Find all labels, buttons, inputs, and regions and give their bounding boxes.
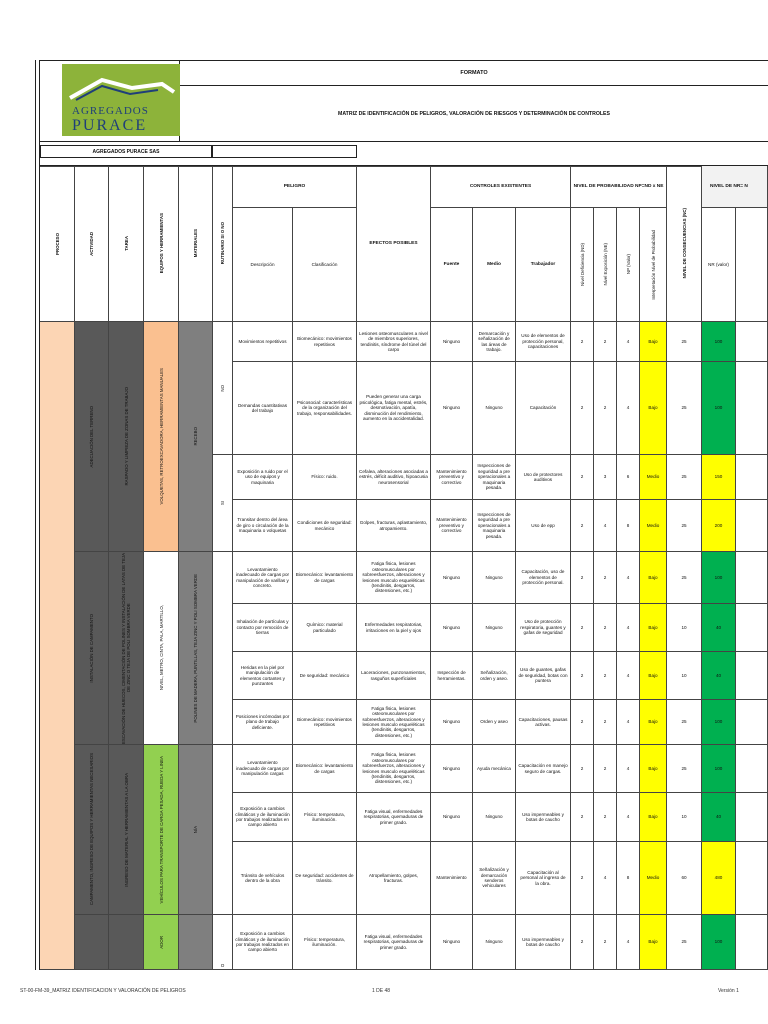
row-6-nr-extra (736, 604, 768, 652)
row-5-efec: Fatiga física, lesiones osteomusculares por sobreesfuerzos, alteraciones y lesiones musculo esqueléticas (tendinitis, desgarros, distensiones, etc.) (357, 552, 431, 604)
row-3-nd: 2 (571, 455, 594, 500)
frame-left (35, 60, 36, 970)
equipos-1-cell (144, 322, 179, 552)
row-9-nr: 100 (702, 745, 736, 793)
row-9-fuente: Ninguno (431, 745, 473, 793)
materiales-3: N/A (193, 825, 198, 834)
row-10-interp: Bajo (640, 793, 667, 842)
row-10-fuente: Ninguno (431, 793, 473, 842)
header-ne: Nivel Exposición (NE) (602, 243, 608, 286)
row-1-trab: Uso de elementos de protección personal, capacitaciones (516, 322, 571, 362)
row-8-desc: Posiciones incómodas por plano de trabajo deficiente. (233, 700, 293, 745)
header-equipos: EQUIPOS Y HERRAMIENTAS (158, 213, 164, 274)
row-1-medio: Demarcación y señalización de las áreas de trabajo. (473, 322, 516, 362)
row-2-fuente: Ninguno (431, 362, 473, 455)
materiales-2-cell (179, 552, 213, 745)
row-9-ne: 2 (594, 745, 617, 793)
company-logo (62, 64, 182, 138)
header-proceso: PROCESO (54, 232, 60, 255)
row-3-ne: 3 (594, 455, 617, 500)
row-6-nr: 40 (702, 604, 736, 652)
row-9-medio: Ayuda mecánica (473, 745, 516, 793)
header-nd: Nivel Deficiencia (ND) (579, 243, 585, 286)
row-5-fuente: Ninguno (431, 552, 473, 604)
materiales-3-cell (179, 745, 213, 915)
logo-cell (40, 60, 180, 142)
row-5-nc: 25 (667, 552, 702, 604)
footer-version: Versión 1 (718, 988, 739, 994)
row-11-nr: 480 (702, 842, 736, 915)
row-12-medio: Ninguno (473, 915, 516, 970)
rutina-3 (213, 745, 233, 915)
row-12-clas: Físico: temperatura, iluminación. (293, 915, 357, 970)
materiales-1: RECEBO (193, 427, 198, 446)
row-3-clas: Físico: ruido. (293, 455, 357, 500)
rutina-2 (213, 552, 233, 745)
row-9-trab: Capacitación en manejo seguro de cargas. (516, 745, 571, 793)
row-12-interp: Bajo (640, 915, 667, 970)
row-8-nr-extra (736, 700, 768, 745)
row-1-nr-extra (736, 322, 768, 362)
row-8-nd: 2 (571, 700, 594, 745)
row-8-nc: 25 (667, 700, 702, 745)
header-interpretacion-np-cell (640, 208, 667, 322)
footer-page: 1 DE 48 (372, 988, 391, 994)
header-materiales-cell (179, 166, 213, 322)
row-7-clas: De seguridad: mecánico (293, 652, 357, 700)
header-nr-valor: NR (valor) (702, 208, 736, 322)
row-7-trab: Uso de guantes, gafas de seguridad, botas con puntera (516, 652, 571, 700)
row-2-np: 4 (617, 362, 640, 455)
row-4-nd: 2 (571, 500, 594, 552)
row-7-interp: Bajo (640, 652, 667, 700)
row-4-nc: 25 (667, 500, 702, 552)
row-4-clas: Condiciones de seguridad: mecánico (293, 500, 357, 552)
row-11-nc: 60 (667, 842, 702, 915)
row-6-efec: Enfermedades respiratorias, irritaciones en la piel y ojos (357, 604, 431, 652)
header-np-cell (617, 208, 640, 322)
logo-text-2: PURACE (72, 117, 148, 134)
row-9-nc: 25 (667, 745, 702, 793)
header-tarea: TAREA (123, 236, 129, 251)
rutina-1b-cell (213, 455, 233, 552)
row-9-clas: Biomecánico: levantamiento de cargas (293, 745, 357, 793)
footer-code: ST-00-FM-39_MATRIZ IDENTIFICACION Y VALORACIÓN DE PELIGROS (20, 988, 186, 994)
tarea-1: RASPADO Y LIMPIEZA DE ZONAS DE TRABAJO (123, 387, 129, 486)
tarea-3: INGRESO DE MATERIAL Y HERRAMIENTAS A LA OBRA (123, 772, 129, 887)
row-8-trab: Capacitaciones, pausas activas. (516, 700, 571, 745)
row-3-fuente: Mantenimiento preventivo y correctivo (431, 455, 473, 500)
row-6-nd: 2 (571, 604, 594, 652)
equipos-2: NIVEL, METRO, CINTA, PALA, MARTILLO, (158, 605, 164, 691)
row-3-nc: 25 (667, 455, 702, 500)
header-np: NP (Valor) (625, 254, 631, 275)
header-efectos: EFECTOS POSIBLES (357, 166, 431, 322)
row-10-ne: 2 (594, 793, 617, 842)
row-12-desc: Exposición a cambios climáticos y de iluminación por trabajos realizados en campo abierto (233, 915, 293, 970)
row-1-clas: Biomecánico: movimientos repetitivos (293, 322, 357, 362)
row-1-nd: 2 (571, 322, 594, 362)
header-fuente: Fuente (431, 208, 473, 322)
row-10-np: 4 (617, 793, 640, 842)
actividad-1-cell (75, 322, 109, 552)
equipos-4-cell (144, 915, 179, 970)
row-11-medio: Señalización y demarcación senderos vehiculares (473, 842, 516, 915)
row-8-np: 4 (617, 700, 640, 745)
row-5-nr: 100 (702, 552, 736, 604)
row-1-nc: 25 (667, 322, 702, 362)
row-10-desc: Exposición a cambios climáticos y de iluminación por trabajos realizados en campo abierto (233, 793, 293, 842)
row-8-ne: 2 (594, 700, 617, 745)
rutina-4: O (213, 915, 233, 970)
row-4-fuente: Mantenimiento preventivo y correctivo (431, 500, 473, 552)
equipos-3: VEHÍCULOS PARA TRANSPORTE DE CARGA PESADA, RUEDA Y LINEA (158, 755, 164, 904)
row-4-efec: Golpes, fracturas, aplastamiento, atropamiento. (357, 500, 431, 552)
materiales-4-cell (179, 915, 213, 970)
materiales-1-cell (179, 322, 213, 552)
row-2-nr-extra (736, 362, 768, 455)
row-11-desc: Tránsito de vehículos dentro de la obra (233, 842, 293, 915)
row-9-desc: Levantamiento inadecuado de cargas por manipulación cargas (233, 745, 293, 793)
row-1-fuente: Ninguno (431, 322, 473, 362)
header-materiales: MATERIALES (193, 229, 198, 258)
row-1-np: 4 (617, 322, 640, 362)
header-descripcion: Descripción (233, 208, 293, 322)
row-5-trab: Capacitación, uso de elementos de protección personal. (516, 552, 571, 604)
row-4-desc: Transitar dentro del área de giro o circulación de la maquinaria o volquetas (233, 500, 293, 552)
row-6-medio: Ninguno (473, 604, 516, 652)
row-7-nr: 40 (702, 652, 736, 700)
row-7-medio: Señalización, orden y aseo. (473, 652, 516, 700)
row-6-fuente: Ninguno (431, 604, 473, 652)
row-3-efec: Cefalea, alteraciones asociadas a estrés, déficit auditivo, hipoacusia neurosensorial (357, 455, 431, 500)
row-8-interp: Bajo (640, 700, 667, 745)
row-7-np: 4 (617, 652, 640, 700)
header-rutinario-cell (213, 166, 233, 322)
row-10-clas: Físico: temperatura, iluminación. (293, 793, 357, 842)
matrix-title: MATRIZ DE IDENTIFICACIÓN DE PELIGROS, VALORACIÓN DE RIESGOS Y DETERMINACIÓN DE CONTROLES (338, 111, 610, 117)
row-12-nr: 100 (702, 915, 736, 970)
row-3-trab: Uso de protectores auditivos (516, 455, 571, 500)
row-12-nc: 25 (667, 915, 702, 970)
header-nivel-consecuencias: NIVEL DE CONSECUENCIAS (NC) (681, 208, 687, 279)
row-5-ne: 2 (594, 552, 617, 604)
row-1-nr: 100 (702, 322, 736, 362)
format-label: FORMATO (180, 60, 768, 86)
row-6-desc: Inhalación de partículas y contacto por remoción de tierras (233, 604, 293, 652)
header-actividad: ACTIVIDAD (89, 231, 94, 256)
row-11-trab: Capacitación al personal al ingreso de la obra. (516, 842, 571, 915)
row-2-desc: Demandas cuantitativas del trabajo (233, 362, 293, 455)
header-equipos-cell (144, 166, 179, 322)
row-2-nc: 25 (667, 362, 702, 455)
row-6-np: 4 (617, 604, 640, 652)
row-5-nr-extra (736, 552, 768, 604)
header-nivel-riesgo: NIVEL DE NR= N (702, 166, 768, 208)
row-3-interp: Medio (640, 455, 667, 500)
row-4-ne: 4 (594, 500, 617, 552)
row-12-trab: Uso impermeables y botas de caucho (516, 915, 571, 970)
row-11-nr-extra (736, 842, 768, 915)
row-11-np: 8 (617, 842, 640, 915)
header-nd-cell (571, 208, 594, 322)
row-7-desc: Heridas en la piel por manipulación de elementos cortantes y punzantes (233, 652, 293, 700)
header-rutinario: RUTINARIO SI O NO (220, 222, 225, 265)
row-3-np: 6 (617, 455, 640, 500)
row-1-desc: Movimientos repetitivos (233, 322, 293, 362)
tarea-1-cell (109, 322, 144, 552)
equipos-2-cell (144, 552, 179, 745)
header-nivel-consecuencias-cell (667, 166, 702, 322)
row-6-ne: 2 (594, 604, 617, 652)
row-3-nr: 150 (702, 455, 736, 500)
row-5-clas: Biomecánico: levantamiento de cargas (293, 552, 357, 604)
row-9-interp: Bajo (640, 745, 667, 793)
row-1-interp: Bajo (640, 322, 667, 362)
row-10-medio: Ninguno (473, 793, 516, 842)
row-9-nr-extra (736, 745, 768, 793)
row-8-efec: Fatiga física, lesiones osteomusculares por sobreesfuerzos, alteraciones y lesiones musculo esqueléticas (tendinitis, desgarros, distensiones, etc.) (357, 700, 431, 745)
row-4-np: 8 (617, 500, 640, 552)
header-controles: CONTROLES EXISTENTES (431, 166, 571, 208)
row-7-nr-extra (736, 652, 768, 700)
header-actividad-cell (75, 166, 109, 322)
row-6-trab: Uso de protección respiratoria, guantes y gafas de seguridad (516, 604, 571, 652)
row-9-np: 4 (617, 745, 640, 793)
tarea-2: ESCAVACIÓN DE HUECOS, CIMENTACIÓN DE POLINES Y INSTALACIÓN DE LATAS DE TEJA DE ZINC O TEJA DE POLI SOMBRA VERDE (121, 552, 131, 744)
row-12-nd: 2 (571, 915, 594, 970)
row-11-fuente: Mantenimiento (431, 842, 473, 915)
row-10-nr-extra (736, 793, 768, 842)
company-blank (212, 145, 357, 158)
actividad-3-cell (75, 745, 109, 915)
row-2-nd: 2 (571, 362, 594, 455)
company-name: AGREGADOS PURACE SAS (40, 145, 212, 158)
row-8-fuente: Ninguno (431, 700, 473, 745)
row-7-fuente: Inspección de herramientas. (431, 652, 473, 700)
rutina-1b: SI (220, 500, 225, 506)
row-11-interp: Medio (640, 842, 667, 915)
row-2-trab: Capacitación (516, 362, 571, 455)
rutina-1a: NO (220, 384, 225, 392)
row-11-efec: Atropellamiento, golpes, fracturas. (357, 842, 431, 915)
row-4-medio: Inspecciones de seguridad a pre operacionales a maquinaria pesada. (473, 500, 516, 552)
row-12-fuente: Ninguno (431, 915, 473, 970)
row-8-nr: 100 (702, 700, 736, 745)
row-4-nr: 200 (702, 500, 736, 552)
row-11-clas: De seguridad: accidentes de tránsito. (293, 842, 357, 915)
header-medio: Medio (473, 208, 516, 322)
header-trabajador: Trabajador (516, 208, 571, 322)
row-7-nd: 2 (571, 652, 594, 700)
actividad-2: INSTALACIÓN DE CAMPAMENTO (89, 613, 94, 683)
row-5-interp: Bajo (640, 552, 667, 604)
row-12-ne: 2 (594, 915, 617, 970)
row-12-np: 4 (617, 915, 640, 970)
proceso-fill (40, 322, 75, 970)
header-interpretacion-np: Interpretación Nivel de Probabilidad (650, 229, 656, 300)
row-2-nr: 100 (702, 362, 736, 455)
header-nivel-probabilidad: NIVEL DE PROBABILIDAD NP=ND x NE (571, 166, 667, 208)
tarea-3-cell (109, 745, 144, 915)
row-7-efec: Laceraciones, punzonamientos, rasguños superficiales (357, 652, 431, 700)
header-tarea-cell (109, 166, 144, 322)
equipos-3-cell (144, 745, 179, 915)
row-5-np: 4 (617, 552, 640, 604)
row-7-ne: 2 (594, 652, 617, 700)
row-2-clas: Psicosocial: características de la organización del trabajo, responsabilidades. (293, 362, 357, 455)
row-12-nr-extra (736, 915, 768, 970)
row-8-medio: Orden y aseo (473, 700, 516, 745)
row-6-interp: Bajo (640, 604, 667, 652)
row-11-ne: 4 (594, 842, 617, 915)
row-1-efec: Lesiones osteomusculares a nivel de miembros superiores, tendinitis, síndrome del túnel del carpo (357, 322, 431, 362)
row-12-efec: Fatiga visual, enfermedades respiratorias, quemaduras de primer grado. (357, 915, 431, 970)
equipos-1: VOLQUETAS, RETROEXCAVADORA, HERRAMIENTAS MANUALES (158, 368, 164, 505)
row-2-efec: Pueden generar una carga psicológica, fatiga mental, estrés, desmotivación, apatía, disminución del rendimiento, aumento en la accidentalidad. (357, 362, 431, 455)
header-nr-extra (736, 208, 768, 322)
row-10-nc: 10 (667, 793, 702, 842)
rutina-1a-cell (213, 322, 233, 455)
row-3-medio: Inspecciones de seguridad a pre operacionales a maquinaria pesada. (473, 455, 516, 500)
tarea-2-cell (109, 552, 144, 745)
logo-text-1: AGREGADOS (72, 105, 149, 117)
row-3-desc: Exposición a ruido por el uso de equipos y maquinaria (233, 455, 293, 500)
row-4-interp: Medio (640, 500, 667, 552)
row-3-nr-extra (736, 455, 768, 500)
row-10-nd: 2 (571, 793, 594, 842)
header-proceso-cell (40, 166, 75, 322)
actividad-4-cell (75, 915, 109, 970)
row-5-nd: 2 (571, 552, 594, 604)
actividad-3: CAMPAMENTO, INGRESO DE EQUIPOS Y HERRAMIENTAS NECESARIOS (89, 753, 94, 906)
actividad-2-cell (75, 552, 109, 745)
actividad-1: ADECUACIÓN DEL TERRENO (89, 405, 94, 468)
row-2-interp: Bajo (640, 362, 667, 455)
row-9-efec: Fatiga física, lesiones osteomusculares por sobreesfuerzos, alteraciones y lesiones musculo esqueléticas (tendinitis, desgarros, distensiones, etc.) (357, 745, 431, 793)
row-2-ne: 2 (594, 362, 617, 455)
row-9-nd: 2 (571, 745, 594, 793)
row-5-desc: Levantamiento inadecuado de cargas por manipulación de varillas y concreto. (233, 552, 293, 604)
header-clasificacion: Clasificación (293, 208, 357, 322)
header-ne-cell (594, 208, 617, 322)
row-10-trab: Uso impermeables y botas de caucho (516, 793, 571, 842)
materiales-2: POLINES DE MADERA, PUNTILLAS, TEJA ZINC Y POLI SOMBRA VERDE (193, 573, 198, 723)
row-4-nr-extra (736, 500, 768, 552)
row-5-medio: Ninguno (473, 552, 516, 604)
row-11-nd: 2 (571, 842, 594, 915)
row-10-efec: Fatiga visual, enfermedades respiratorias, quemaduras de primer grado. (357, 793, 431, 842)
row-6-clas: Químico: material particulado (293, 604, 357, 652)
row-4-trab: Uso de epp (516, 500, 571, 552)
row-10-nr: 40 (702, 793, 736, 842)
tarea-4-cell (109, 915, 144, 970)
row-8-clas: Biomecánico: movimientos repetitivos (293, 700, 357, 745)
row-6-nc: 10 (667, 604, 702, 652)
row-7-nc: 10 (667, 652, 702, 700)
header-peligro: PELIGRO (233, 166, 357, 208)
row-2-medio: Ninguno (473, 362, 516, 455)
row-1-ne: 2 (594, 322, 617, 362)
equipos-4: ADOR (158, 935, 164, 949)
